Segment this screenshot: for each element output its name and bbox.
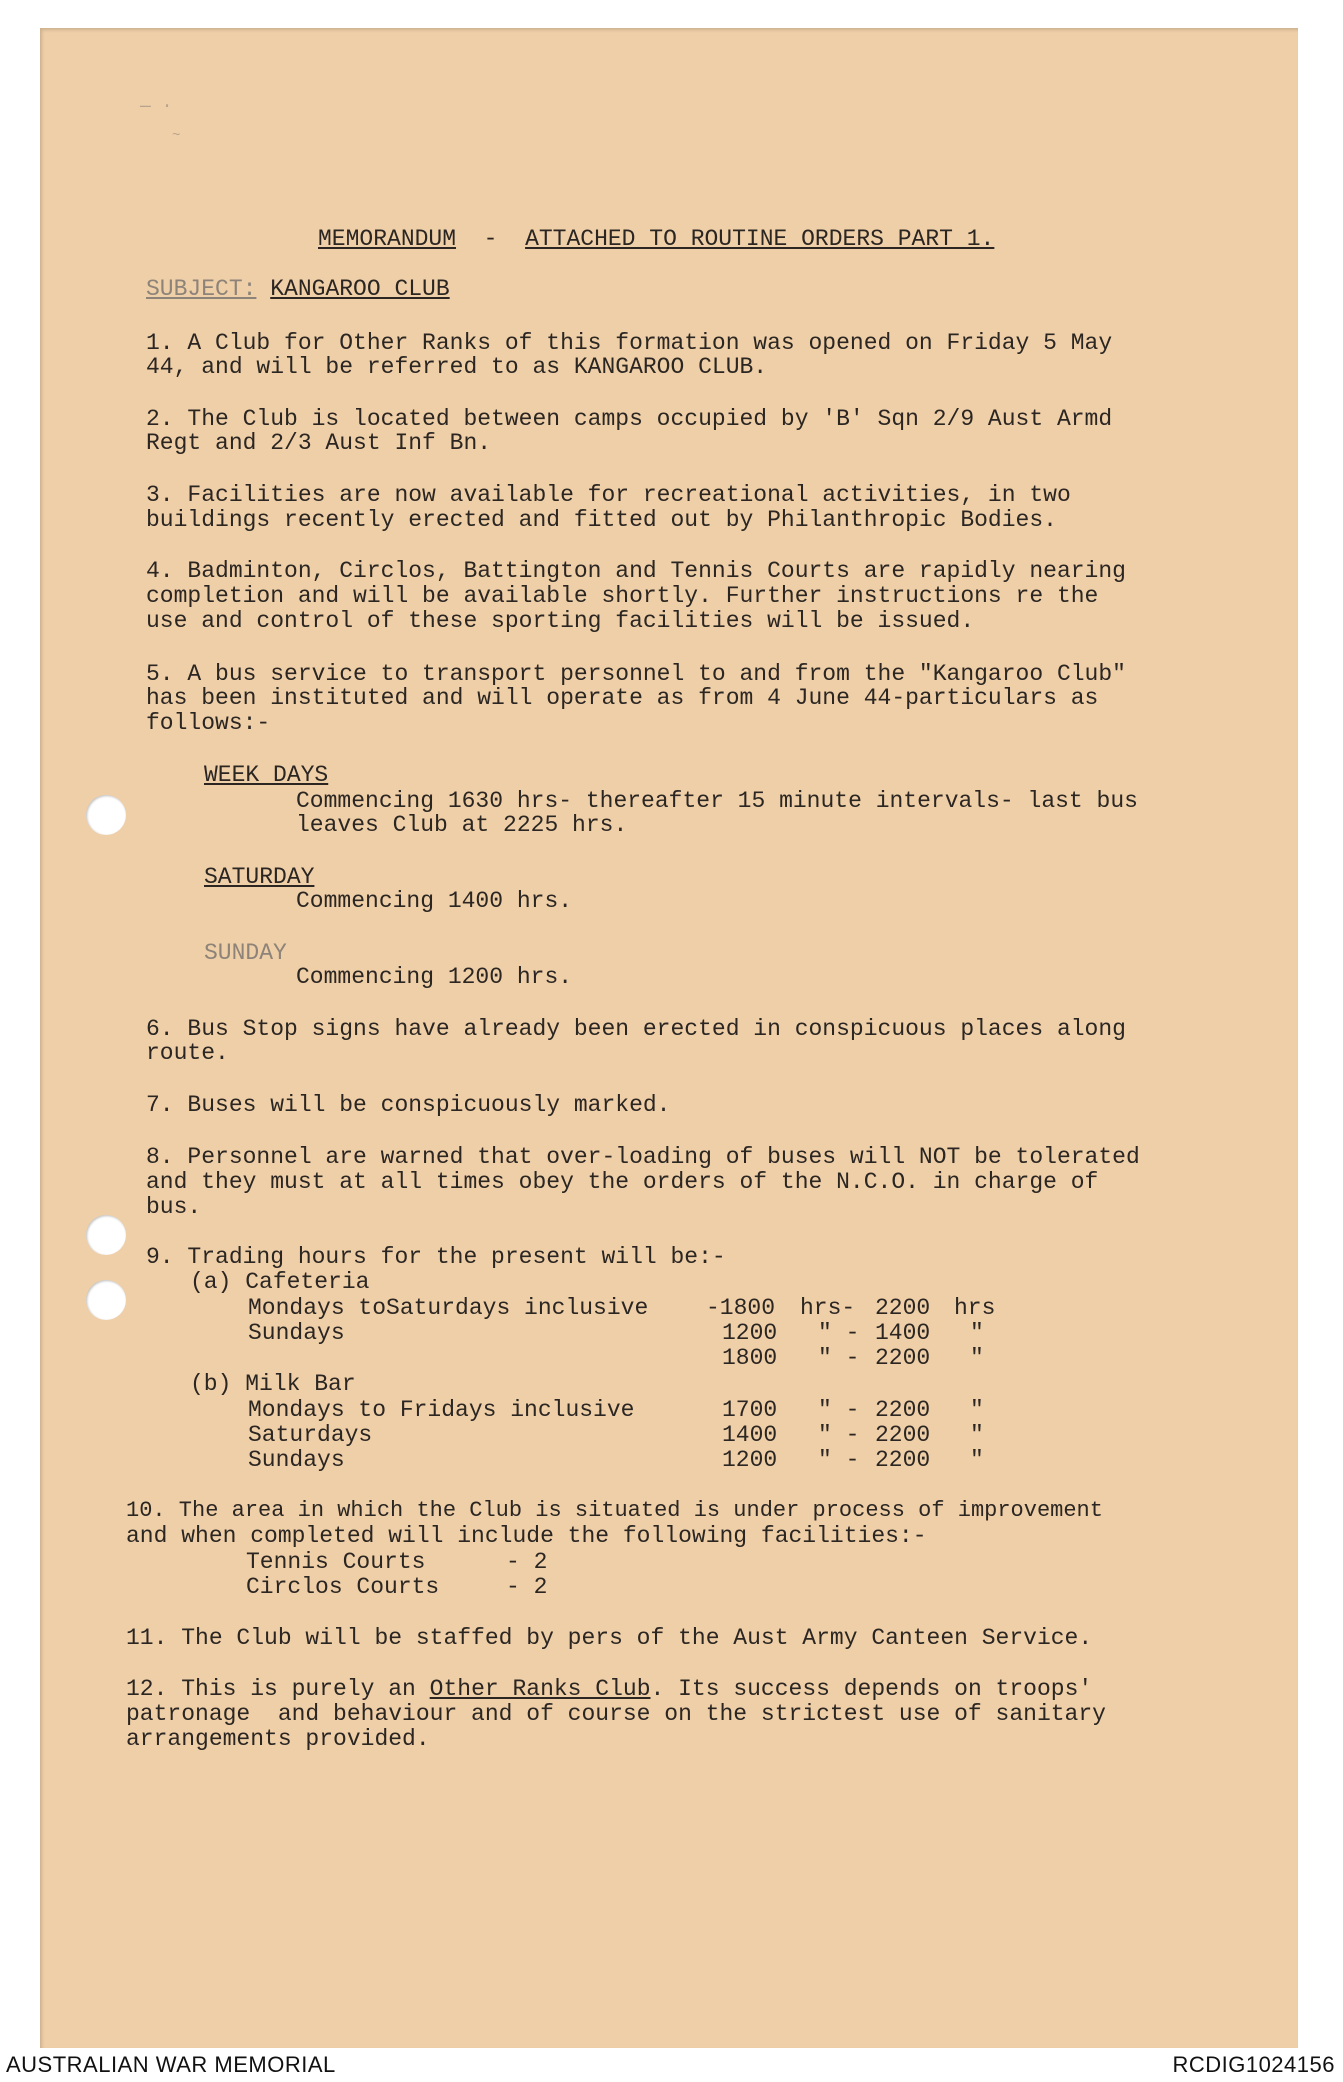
para-7-line-1: 7. Buses will be conspicuously marked.	[146, 1092, 671, 1118]
milkbar-row-1-sep: " -	[818, 1397, 860, 1423]
para-12-underlined: Other Ranks Club	[429, 1676, 651, 1702]
milkbar-row-2-unit: "	[970, 1422, 984, 1448]
memo-subject	[146, 276, 450, 302]
footer-id: RCDIG1024156	[1172, 2052, 1335, 2077]
milkbar-row-3-from: 1200	[722, 1447, 778, 1473]
cafeteria-row-1-unit: hrs	[954, 1295, 996, 1321]
saturday-heading: SATURDAY	[204, 864, 315, 890]
para-6-line-2: route.	[146, 1040, 229, 1066]
milkbar-row-3-to: 2200	[875, 1447, 931, 1473]
cafeteria-row-1-day: Mondays toSaturdays inclusive	[248, 1295, 649, 1321]
milkbar-row-1-to: 2200	[875, 1397, 931, 1423]
para-8-line-3: bus.	[146, 1194, 202, 1220]
para-1-line-1: 1. A Club for Other Ranks of this formation was opened on Friday 5 May	[146, 330, 1113, 356]
milkbar-row-2-to: 2200	[875, 1422, 931, 1448]
para-10-line-2: and when completed will include the following facilities:-	[126, 1523, 927, 1549]
para-12-pre: 12. This is purely an	[126, 1676, 430, 1702]
facility-2-count: - 2	[506, 1574, 548, 1600]
milkbar-row-3-unit: "	[970, 1447, 984, 1473]
subject-value: KANGAROO CLUB	[270, 276, 450, 302]
para-12-post: . Its success depends on troops'	[650, 1676, 1093, 1702]
para-2-line-1: 2. The Club is located between camps occupied by 'B' Sqn 2/9 Aust Armd	[146, 406, 1113, 432]
weekdays-line-2: leaves Club at 2225 hrs.	[296, 812, 628, 838]
cafeteria-label: (a) Cafeteria	[190, 1269, 370, 1295]
subject-label: SUBJECT:	[146, 276, 257, 302]
cafeteria-row-2-to: 1400	[875, 1320, 931, 1346]
para-4-line-2: completion and will be available shortly. Further instructions re the	[146, 583, 1099, 609]
footer-source: AUSTRALIAN WAR MEMORIAL	[6, 2052, 336, 2077]
milkbar-row-3-sep: " -	[818, 1447, 860, 1473]
facility-2-name: Circlos Courts	[246, 1574, 440, 1600]
cafeteria-row-3-from: 1800	[722, 1345, 778, 1371]
para-8-line-2: and they must at all times obey the orders of the N.C.O. in charge of	[146, 1169, 1099, 1195]
cafeteria-row-2-sep: " -	[818, 1320, 860, 1346]
heading-separator: -	[483, 226, 498, 252]
cafeteria-row-1-sep: hrs-	[800, 1295, 856, 1321]
para-12-line-3: arrangements provided.	[126, 1726, 430, 1752]
milkbar-row-1-day: Mondays to Fridays inclusive	[248, 1397, 635, 1423]
memo-subtitle: ATTACHED TO ROUTINE ORDERS PART 1.	[525, 226, 995, 252]
para-3-line-1: 3. Facilities are now available for recreational activities, in two	[146, 482, 1071, 508]
para-12-line-1	[126, 1676, 1092, 1702]
para-5-line-2: has been instituted and will operate as from 4 June 44-particulars as	[146, 685, 1099, 711]
cafeteria-row-3-sep: " -	[818, 1345, 860, 1371]
facility-1-name: Tennis Courts	[246, 1549, 426, 1575]
para-6-line-1: 6. Bus Stop signs have already been erected in conspicuous places along	[146, 1016, 1126, 1042]
cafeteria-row-1-to: 2200	[875, 1295, 931, 1321]
para-9-intro: 9. Trading hours for the present will be:-	[146, 1244, 726, 1270]
para-11-line-1: 11. The Club will be staffed by pers of the Aust Army Canteen Service.	[126, 1625, 1093, 1651]
memo-heading	[318, 226, 994, 252]
memo-title: MEMORANDUM	[318, 226, 457, 252]
milkbar-label: (b) Milk Bar	[190, 1371, 356, 1397]
sunday-line: Commencing 1200 hrs.	[296, 964, 573, 990]
cafeteria-row-2-from: 1200	[722, 1320, 778, 1346]
para-4-line-3: use and control of these sporting facilities will be issued.	[146, 608, 975, 634]
milkbar-row-2-from: 1400	[722, 1422, 778, 1448]
sunday-heading: SUNDAY	[204, 940, 287, 966]
para-2-line-2: Regt and 2/3 Aust Inf Bn.	[146, 430, 492, 456]
milkbar-row-1-from: 1700	[722, 1397, 778, 1423]
para-10-line-1: 10. The area in which the Club is situated is under process of improvement	[126, 1498, 1103, 1523]
milkbar-row-1-unit: "	[970, 1397, 984, 1423]
para-4-line-1: 4. Badminton, Circlos, Battington and Tennis Courts are rapidly nearing	[146, 558, 1126, 584]
milkbar-row-2-sep: " -	[818, 1422, 860, 1448]
cafeteria-row-2-day: Sundays	[248, 1320, 345, 1346]
cafeteria-row-3-to: 2200	[875, 1345, 931, 1371]
pencil-mark-small: ~	[172, 128, 181, 144]
cafeteria-row-2-unit: "	[970, 1320, 984, 1346]
milkbar-row-2-day: Saturdays	[248, 1422, 373, 1448]
para-8-line-1: 8. Personnel are warned that over-loading of buses will NOT be tolerated	[146, 1144, 1140, 1170]
weekdays-line-1: Commencing 1630 hrs- thereafter 15 minute intervals- last bus	[296, 788, 1138, 814]
milkbar-row-3-day: Sundays	[248, 1447, 345, 1473]
weekdays-heading: WEEK DAYS	[204, 762, 329, 788]
para-12-line-2: patronage and behaviour and of course on the strictest use of sanitary	[126, 1701, 1106, 1727]
pencil-mark: — ·	[140, 97, 173, 117]
para-5-line-1: 5. A bus service to transport personnel to and from the "Kangaroo Club"	[146, 661, 1126, 687]
para-1-line-2: 44, and will be referred to as KANGAROO CLUB.	[146, 354, 768, 380]
cafeteria-row-1-from: -1800	[706, 1295, 776, 1321]
facility-1-count: - 2	[506, 1549, 548, 1575]
para-3-line-2: buildings recently erected and fitted out by Philanthropic Bodies.	[146, 507, 1057, 533]
para-5-line-3: follows:-	[146, 710, 271, 736]
cafeteria-row-3-unit: "	[970, 1345, 984, 1371]
saturday-line: Commencing 1400 hrs.	[296, 888, 573, 914]
